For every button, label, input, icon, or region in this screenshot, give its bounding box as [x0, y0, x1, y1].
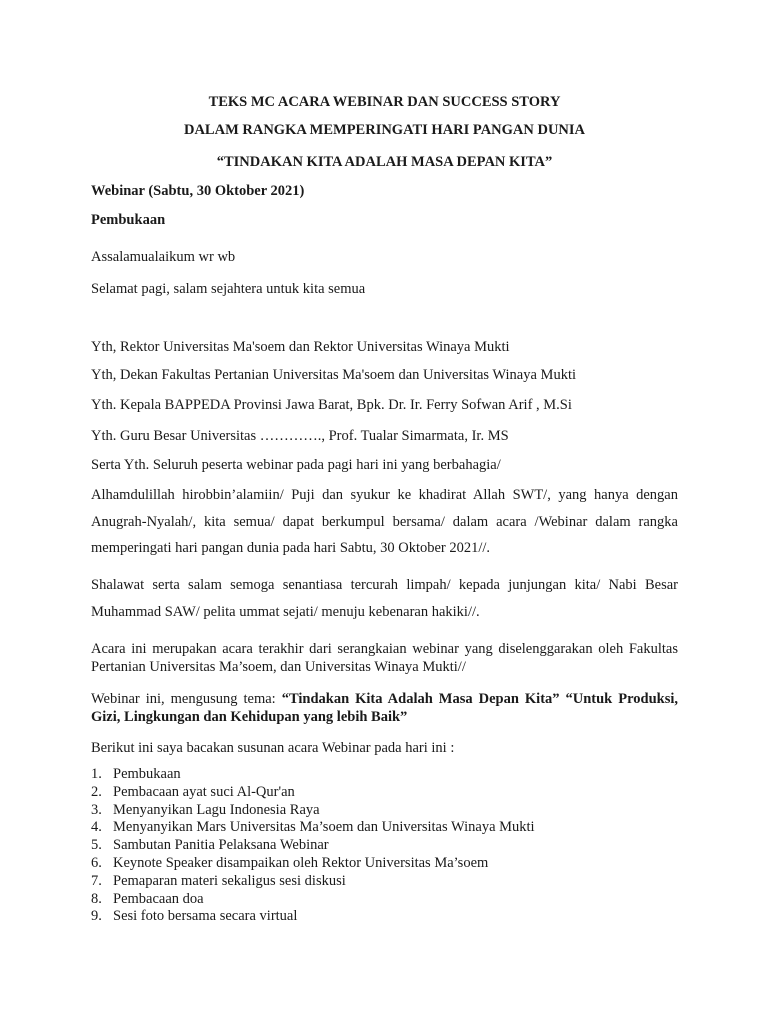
- agenda-text: Sambutan Panitia Pelaksana Webinar: [113, 837, 329, 854]
- agenda-number: 6.: [91, 854, 102, 871]
- agenda-text: Pembukaan: [113, 766, 181, 782]
- agenda-intro: Berikut ini saya bacakan susunan acara Webinar pada hari ini :: [91, 740, 455, 756]
- section-heading: Pembukaan: [91, 212, 166, 228]
- paragraph-line: memperingati hari pangan dunia pada hari Sabtu, 30 Oktober 2021//.: [91, 540, 491, 556]
- paragraph-line: Muhammad SAW/ pelita ummat sejati/ menuju kebenaran hakiki//.: [91, 604, 480, 620]
- agenda-item: [91, 837, 678, 855]
- agenda-number: 2.: [91, 783, 102, 800]
- paragraph-line: Alhamdulillah hirobbin’alamiin/ Puji dan syukur ke khadirat Allah SWT/, yang hanya dengan: [91, 487, 678, 503]
- agenda-text: Sesi foto bersama secara virtual: [113, 908, 298, 925]
- paragraph-line: Acara ini merupakan acara terakhir dari serangkaian webinar yang diselenggarakan oleh Fakultas: [91, 641, 678, 657]
- agenda-text: Pemaparan materi sekaligus sesi diskusi: [113, 872, 346, 889]
- theme-prefix: Webinar ini, mengusung tema:: [91, 691, 282, 707]
- agenda-item: [91, 802, 678, 820]
- theme-line: [91, 690, 678, 708]
- agenda-item: [91, 873, 678, 891]
- agenda-item: [91, 855, 678, 873]
- agenda-text: Menyanyikan Lagu Indonesia Raya: [113, 801, 320, 818]
- agenda-item: [91, 908, 678, 926]
- agenda-number: 1.: [91, 766, 102, 782]
- agenda-list: [91, 766, 678, 926]
- greeting-line: Assalamualaikum wr wb: [91, 249, 236, 265]
- agenda-number: 8.: [91, 890, 102, 907]
- address-line: Yth, Dekan Fakultas Pertanian Universitas Ma'soem dan Universitas Winaya Mukti: [91, 367, 576, 383]
- address-line: Yth. Guru Besar Universitas …………., Prof. Tualar Simarmata, Ir. MS: [91, 428, 509, 444]
- title-line-3: “TINDAKAN KITA ADALAH MASA DEPAN KITA”: [216, 154, 553, 170]
- agenda-number: 3.: [91, 801, 102, 818]
- paragraph-line: Shalawat serta salam semoga senantiasa tercurah limpah/ kepada junjungan kita/ Nabi Besar: [91, 577, 678, 593]
- agenda-number: 9.: [91, 908, 102, 925]
- agenda-item: [91, 891, 678, 909]
- agenda-text: Keynote Speaker disampaikan oleh Rektor Universitas Ma’soem: [113, 854, 489, 871]
- title-line-2: DALAM RANGKA MEMPERINGATI HARI PANGAN DUNIA: [183, 122, 586, 138]
- greeting-line: Selamat pagi, salam sejahtera untuk kita semua: [91, 281, 366, 297]
- agenda-number: 5.: [91, 837, 102, 854]
- theme-title: “Tindakan Kita Adalah Masa Depan Kita” “Untuk Produksi,: [281, 691, 678, 707]
- title-line-1: TEKS MC ACARA WEBINAR DAN SUCCESS STORY: [208, 94, 561, 110]
- agenda-item: [91, 784, 678, 802]
- theme-subtitle: Gizi, Lingkungan dan Kehidupan yang lebih Baik”: [91, 709, 408, 725]
- address-line: Serta Yth. Seluruh peserta webinar pada pagi hari ini yang berbahagia/: [91, 457, 501, 473]
- agenda-text: Menyanyikan Mars Universitas Ma’soem dan Universitas Winaya Mukti: [113, 819, 535, 836]
- agenda-text: Pembacaan doa: [113, 890, 204, 907]
- paragraph-line: Anugrah-Nyalah/, kita semua/ dapat berkumpul bersama/ dalam acara /Webinar dalam rangka: [91, 514, 678, 530]
- address-line: Yth. Kepala BAPPEDA Provinsi Jawa Barat, Bpk. Dr. Ir. Ferry Sofwan Arif , M.Si: [91, 397, 572, 413]
- webinar-heading: Webinar (Sabtu, 30 Oktober 2021): [91, 183, 305, 199]
- agenda-text: Pembacaan ayat suci Al-Qur'an: [113, 783, 295, 800]
- agenda-number: 7.: [91, 872, 102, 889]
- address-line: Yth, Rektor Universitas Ma'soem dan Rektor Universitas Winaya Mukti: [91, 339, 510, 355]
- agenda-number: 4.: [91, 819, 102, 836]
- agenda-item: [91, 819, 678, 837]
- agenda-item: [91, 766, 678, 784]
- paragraph-line: Pertanian Universitas Ma’soem, dan Universitas Winaya Mukti//: [91, 659, 466, 675]
